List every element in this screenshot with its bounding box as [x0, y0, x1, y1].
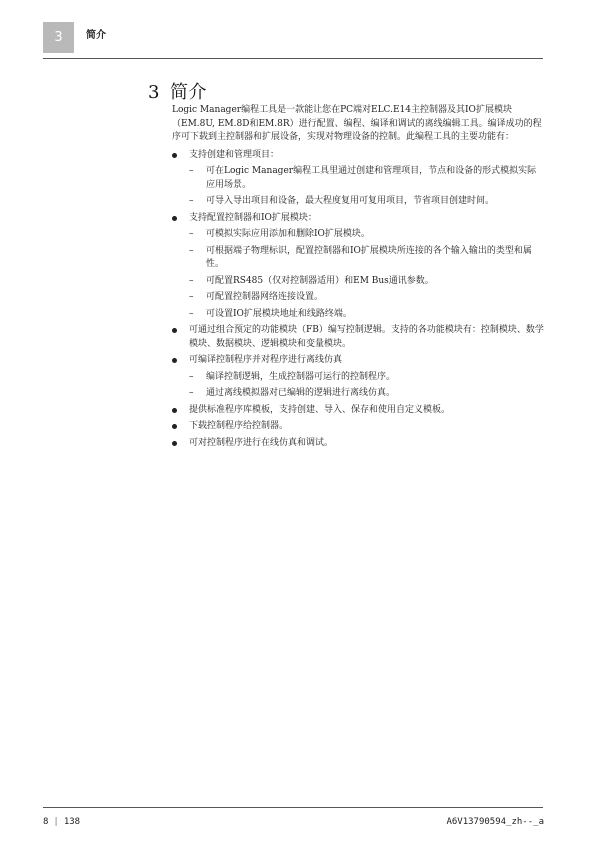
sub-feature-text: 编译控制逻辑，生成控制器可运行的控制程序。: [206, 371, 396, 382]
feature-list: [172, 149, 544, 451]
dash-icon: –: [189, 292, 194, 302]
dash-icon: –: [189, 166, 194, 176]
sub-feature-text: 可配置控制器网络连接设置。: [206, 292, 324, 302]
chapter-title: 简介: [169, 82, 207, 103]
dash-icon: –: [189, 371, 194, 382]
feature-text: 可通过组合预定的功能模块（FB）编写控制逻辑。支持的各功能模块有：控制模块、数学模块、数据模块、逻辑模块和变量模块。: [189, 325, 544, 349]
feature-text: 提供标准程序库模板，支持创建、导入、保存和使用自定义模板。: [189, 404, 451, 415]
current-page: 8: [43, 817, 49, 827]
footer-divider: [43, 807, 543, 808]
sub-feature-item: [189, 387, 544, 401]
sub-feature-item: [189, 291, 544, 305]
chapter-heading: [148, 78, 207, 104]
sub-feature-text: 可配置RS485（仅对控制器适用）和EM Bus通讯参数。: [206, 275, 434, 286]
feature-item: [172, 354, 544, 401]
sub-feature-item: [189, 371, 544, 385]
header-title: 简介: [86, 30, 106, 41]
feature-text: 支持创建和管理项目：: [189, 149, 280, 160]
dash-icon: –: [189, 196, 194, 206]
sub-feature-item: [189, 165, 544, 192]
sub-feature-text: 可模拟实际应用添加和删除IO扩展模块。: [206, 229, 370, 239]
chapter-number: 3: [148, 82, 160, 103]
page-number: [43, 817, 80, 827]
bullet-icon: [172, 216, 177, 221]
feature-text: 可编译控制程序并对程序进行离线仿真: [189, 355, 343, 365]
sub-feature-item: [189, 195, 544, 209]
body-content: [172, 104, 544, 453]
feature-item: [172, 324, 544, 351]
bullet-icon: [172, 424, 177, 429]
sub-feature-list: [189, 228, 544, 321]
dash-icon: –: [189, 229, 194, 239]
dash-icon: –: [189, 308, 194, 319]
feature-item: [172, 149, 544, 209]
document-id: A6V13790594_zh--_a: [446, 817, 544, 827]
dash-icon: –: [189, 275, 194, 286]
sub-feature-list: [189, 371, 544, 401]
sub-feature-item: [189, 245, 544, 272]
sub-feature-item: [189, 228, 544, 242]
sub-feature-text: 可导入导出项目和设备，最大程度复用可复用项目，节省项目创建时间。: [206, 196, 495, 206]
dash-icon: –: [189, 245, 194, 256]
bullet-icon: [172, 441, 177, 446]
feature-item: [172, 404, 544, 418]
chapter-tab: [43, 22, 74, 53]
sub-feature-text: 可在Logic Manager编程工具里通过创建和管理项目，节点和设备的形式模拟实际应用场景。: [206, 166, 537, 190]
feature-text: 下载控制程序给控制器。: [189, 421, 289, 431]
sub-feature-item: [189, 275, 544, 289]
header-divider: [43, 58, 543, 59]
feature-text: 可对控制程序进行在线仿真和调试。: [189, 437, 334, 448]
bullet-icon: [172, 358, 177, 363]
page-separator: |: [53, 817, 59, 827]
sub-feature-text: 通过离线模拟器对已编辑的逻辑进行离线仿真。: [206, 388, 396, 398]
feature-item: [172, 437, 544, 451]
dash-icon: –: [189, 388, 194, 398]
feature-item: [172, 212, 544, 322]
bullet-icon: [172, 408, 177, 413]
sub-feature-text: 可根据端子物理标识，配置控制器和IO扩展模块所连接的各个输入输出的类型和属性。: [206, 245, 532, 269]
feature-text: 支持配置控制器和IO扩展模块：: [189, 212, 317, 223]
chapter-tab-number: 3: [54, 30, 63, 45]
sub-feature-item: [189, 308, 544, 322]
bullet-icon: [172, 153, 177, 158]
intro-paragraph: Logic Manager编程工具是一款能让您在PC端对ELC.E14主控制器及其IO扩展模块（EM.8U, EM.8D和EM.8R）进行配置、编程、编译和调试的离线编辑工具。编译成功的程序可下载到主控制器和扩展设备，实现对物理设备的控制。此编程工具的主要功能有：: [172, 105, 542, 142]
bullet-icon: [172, 328, 177, 333]
feature-item: [172, 420, 544, 434]
sub-feature-text: 可设置IO扩展模块地址和线路终端。: [206, 308, 352, 319]
total-pages: 138: [63, 817, 81, 827]
sub-feature-list: [189, 165, 544, 209]
